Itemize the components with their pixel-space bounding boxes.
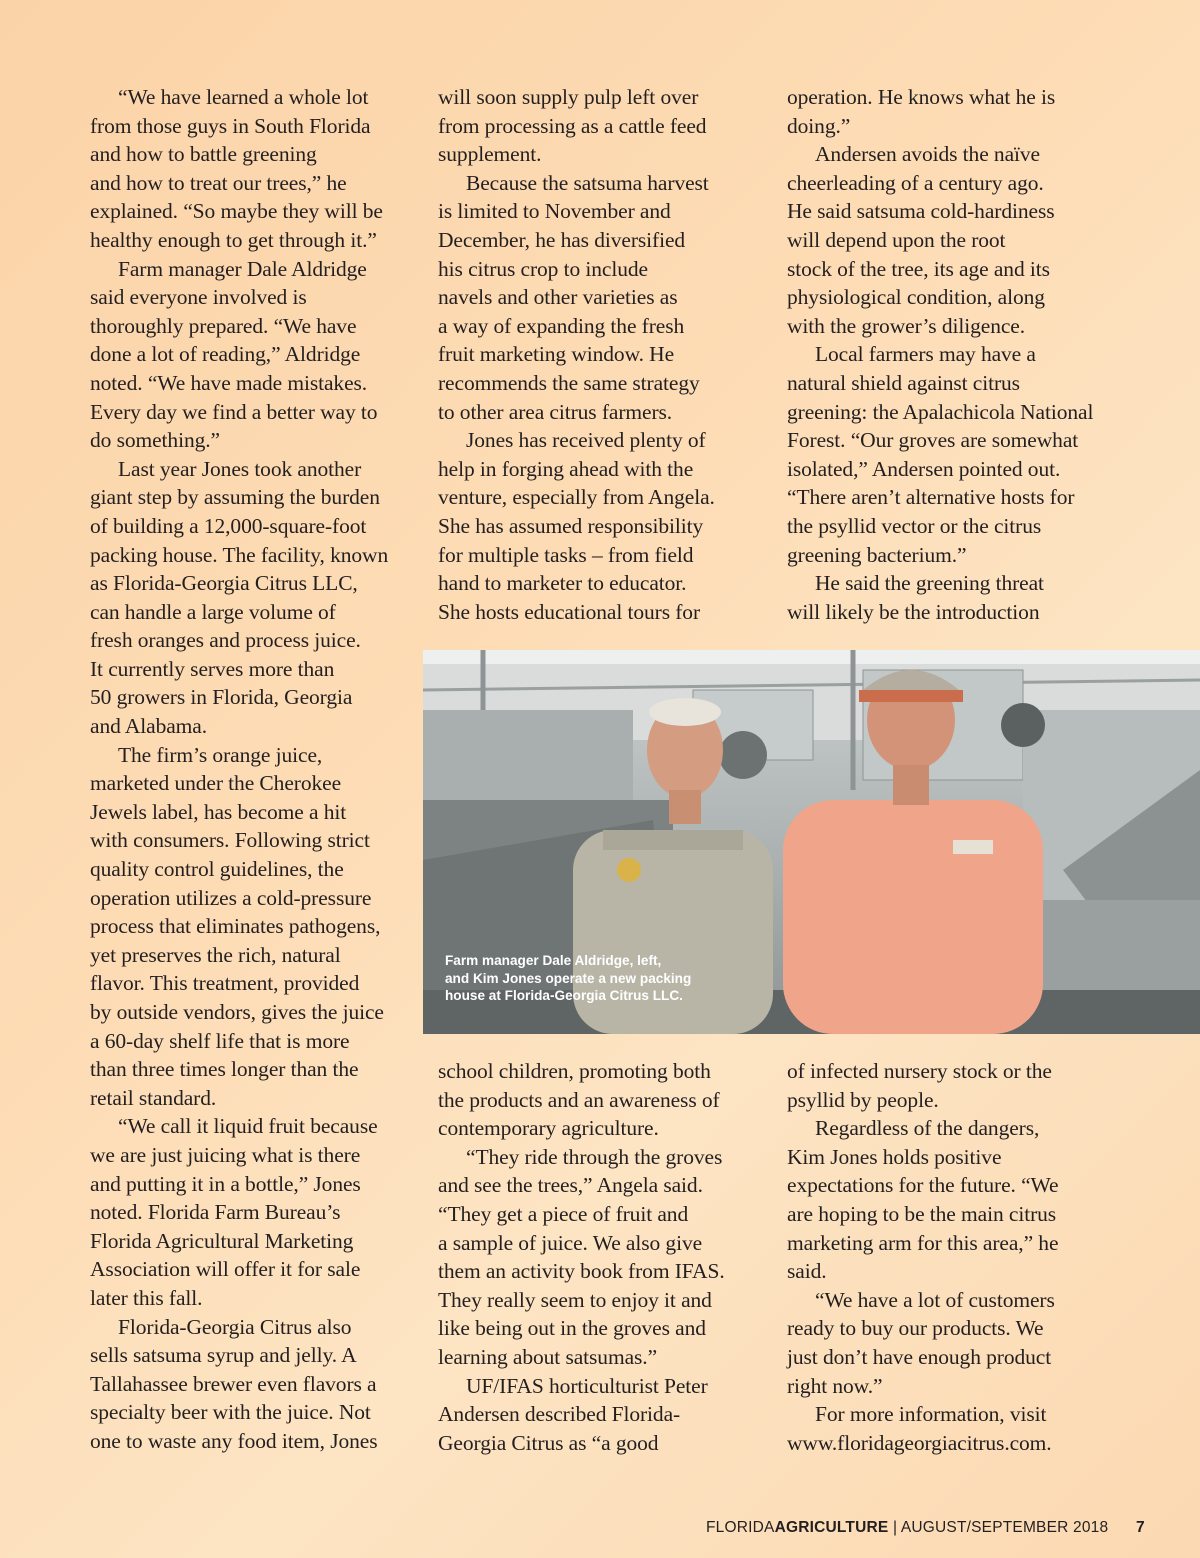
text-line: right now.” <box>787 1373 883 1398</box>
text-line: can handle a large volume of <box>90 599 336 624</box>
text-line: fresh oranges and process juice. <box>90 628 361 653</box>
text-line: with consumers. Following strict <box>90 828 370 853</box>
text-line: “We call it liquid fruit because <box>118 1114 378 1139</box>
text-line: Forest. “Our groves are somewhat <box>787 428 1079 453</box>
text-line: December, he has diversified <box>438 227 686 252</box>
text-line: He said satsuma cold-hardiness <box>787 199 1055 224</box>
text-line: Kim Jones holds positive <box>787 1144 1002 1169</box>
text-line: with the grower’s diligence. <box>787 313 1026 338</box>
text-line: said everyone involved is <box>90 285 307 310</box>
page-footer <box>706 1519 1108 1537</box>
text-line: navels and other varieties as <box>438 285 678 310</box>
text-line: like being out in the groves and <box>438 1316 706 1341</box>
caption-line: house at Florida-Georgia Citrus LLC. <box>445 988 683 1003</box>
text-line: marketing arm for this area,” he <box>787 1230 1059 1255</box>
caption-line: and Kim Jones operate a new packing <box>445 970 692 986</box>
text-line: to other area citrus farmers. <box>438 399 673 424</box>
text-line: hand to marketer to educator. <box>438 571 687 596</box>
text-line: greening bacterium.” <box>787 542 967 567</box>
text-line: “We have a lot of customers <box>815 1287 1055 1312</box>
text-line: Florida-Georgia Citrus also <box>118 1314 352 1339</box>
text-line: we are just juicing what is there <box>90 1142 361 1167</box>
text-line: Last year Jones took another <box>118 456 362 481</box>
magazine-name-prefix: FLORIDA <box>706 1519 775 1536</box>
text-line: and see the trees,” Angela said. <box>438 1173 703 1198</box>
text-line: help in forging ahead with the <box>438 456 694 481</box>
text-line: operation utilizes a cold-pressure <box>90 885 372 910</box>
text-line: yet preserves the rich, natural <box>90 942 341 967</box>
text-line: He said the greening threat <box>815 571 1044 596</box>
text-line: Andersen described Florida- <box>438 1402 681 1427</box>
magazine-name-bold: AGRICULTURE <box>774 1519 889 1536</box>
article-column-3-bottom <box>787 1057 1117 1457</box>
text-line: a way of expanding the fresh <box>438 313 685 338</box>
text-line: physiological condition, along <box>787 285 1045 310</box>
text-line: Florida Agricultural Marketing <box>90 1228 354 1253</box>
text-line: expectations for the future. “We <box>787 1173 1059 1198</box>
text-line: healthy enough to get through it.” <box>90 227 377 252</box>
text-line: a 60-day shelf life that is more <box>90 1028 350 1053</box>
text-line: them an activity book from IFAS. <box>438 1259 725 1284</box>
text-line: 50 growers in Florida, Georgia <box>90 685 353 710</box>
text-line: noted. Florida Farm Bureau’s <box>90 1200 341 1225</box>
text-line: of building a 12,000-square-foot <box>90 513 367 538</box>
text-line: They really seem to enjoy it and <box>438 1287 712 1312</box>
text-line: Tallahassee brewer even flavors a <box>90 1371 377 1396</box>
text-line: as Florida-Georgia Citrus LLC, <box>90 571 358 596</box>
text-line: will likely be the introduction <box>787 599 1040 624</box>
text-line: marketed under the Cherokee <box>90 771 342 796</box>
text-line: done a lot of reading,” Aldridge <box>90 342 361 367</box>
photo-caption <box>445 952 745 1005</box>
text-line: isolated,” Andersen pointed out. <box>787 456 1061 481</box>
text-line: packing house. The facility, known <box>90 542 389 567</box>
text-line: Local farmers may have a <box>815 342 1036 367</box>
text-line: his citrus crop to include <box>438 256 648 281</box>
text-line: Jones has received plenty of <box>466 428 706 453</box>
text-line: giant step by assuming the burden <box>90 485 380 510</box>
text-line: For more information, visit <box>815 1402 1047 1427</box>
text-line: and putting it in a bottle,” Jones <box>90 1171 361 1196</box>
text-line: flavor. This treatment, provided <box>90 971 360 996</box>
text-line: explained. “So maybe they will be <box>90 199 383 224</box>
text-line: psyllid by people. <box>787 1087 939 1112</box>
text-line: recommends the same strategy <box>438 370 700 395</box>
issue-date: | AUGUST/SEPTEMBER 2018 <box>888 1519 1109 1536</box>
text-line: She hosts educational tours for <box>438 599 701 624</box>
text-line: Andersen avoids the naïve <box>815 142 1040 167</box>
text-line: “There aren’t alternative hosts for <box>787 485 1075 510</box>
text-line: are hoping to be the main citrus <box>787 1201 1057 1226</box>
text-line: by outside vendors, gives the juice <box>90 1000 384 1024</box>
text-line: Jewels label, has become a hit <box>90 799 347 824</box>
text-line: greening: the Apalachicola National <box>787 399 1094 424</box>
text-line: process that eliminates pathogens, <box>90 914 381 939</box>
text-line: of infected nursery stock or the <box>787 1059 1052 1083</box>
text-line: Farm manager Dale Aldridge <box>118 256 367 281</box>
text-line: Georgia Citrus as “a good <box>438 1430 659 1455</box>
text-line: The firm’s orange juice, <box>118 742 323 767</box>
text-line: one to waste any food item, Jones <box>90 1428 378 1453</box>
article-column-2-top <box>438 83 768 626</box>
text-line: will depend upon the root <box>787 227 1006 252</box>
text-line: noted. “We have made mistakes. <box>90 370 368 395</box>
text-line: operation. He knows what he is <box>787 85 1056 109</box>
text-line: www.floridageorgiacitrus.com. <box>787 1430 1052 1455</box>
text-line: the psyllid vector or the citrus <box>787 513 1042 538</box>
text-line: UF/IFAS horticulturist Peter <box>466 1373 708 1398</box>
text-line: “They get a piece of fruit and <box>438 1201 689 1226</box>
text-line: Because the satsuma harvest <box>466 170 709 195</box>
text-line: Association will offer it for sale <box>90 1257 361 1282</box>
article-column-3-top <box>787 83 1117 626</box>
text-line: learning about satsumas.” <box>438 1344 658 1369</box>
article-column-1 <box>90 83 420 1456</box>
text-line: venture, especially from Angela. <box>438 485 715 510</box>
text-line: supplement. <box>438 142 542 167</box>
text-line: from those guys in South Florida <box>90 113 371 138</box>
text-line: “We have learned a whole lot <box>118 85 369 109</box>
text-line: and how to treat our trees,” he <box>90 170 347 195</box>
text-line: than three times longer than the <box>90 1057 359 1082</box>
text-line: said. <box>787 1259 827 1284</box>
text-line: doing.” <box>787 113 851 138</box>
text-line: a sample of juice. We also give <box>438 1230 703 1255</box>
text-line: contemporary agriculture. <box>438 1116 659 1141</box>
text-line: the products and an awareness of <box>438 1087 720 1112</box>
page-number: 7 <box>1136 1519 1145 1536</box>
text-line: later this fall. <box>90 1285 203 1310</box>
text-line: will soon supply pulp left over <box>438 85 699 109</box>
text-line: She has assumed responsibility <box>438 513 704 538</box>
article-column-2-bottom <box>438 1057 768 1457</box>
text-line: cheerleading of a century ago. <box>787 170 1044 195</box>
text-line: “They ride through the groves <box>466 1144 723 1169</box>
text-line: and how to battle greening <box>90 142 317 167</box>
text-line: quality control guidelines, the <box>90 857 344 882</box>
text-line: school children, promoting both <box>438 1059 711 1083</box>
text-line: specialty beer with the juice. Not <box>90 1400 371 1425</box>
text-line: retail standard. <box>90 1085 217 1110</box>
text-line: and Alabama. <box>90 714 208 739</box>
text-line: It currently serves more than <box>90 656 335 681</box>
caption-line: Farm manager Dale Aldridge, left, <box>445 953 662 968</box>
text-line: thoroughly prepared. “We have <box>90 313 357 338</box>
text-line: natural shield against citrus <box>787 370 1020 395</box>
text-line: for multiple tasks – from field <box>438 542 694 567</box>
text-line: fruit marketing window. He <box>438 342 675 367</box>
text-line: do something.” <box>90 428 220 453</box>
text-line: ready to buy our products. We <box>787 1316 1044 1341</box>
text-line: from processing as a cattle feed <box>438 113 707 138</box>
text-line: is limited to November and <box>438 199 671 224</box>
text-line: sells satsuma syrup and jelly. A <box>90 1343 357 1368</box>
text-line: Regardless of the dangers, <box>815 1116 1040 1141</box>
text-line: Every day we find a better way to <box>90 399 378 424</box>
text-line: just don’t have enough product <box>787 1344 1052 1369</box>
text-line: stock of the tree, its age and its <box>787 256 1050 281</box>
